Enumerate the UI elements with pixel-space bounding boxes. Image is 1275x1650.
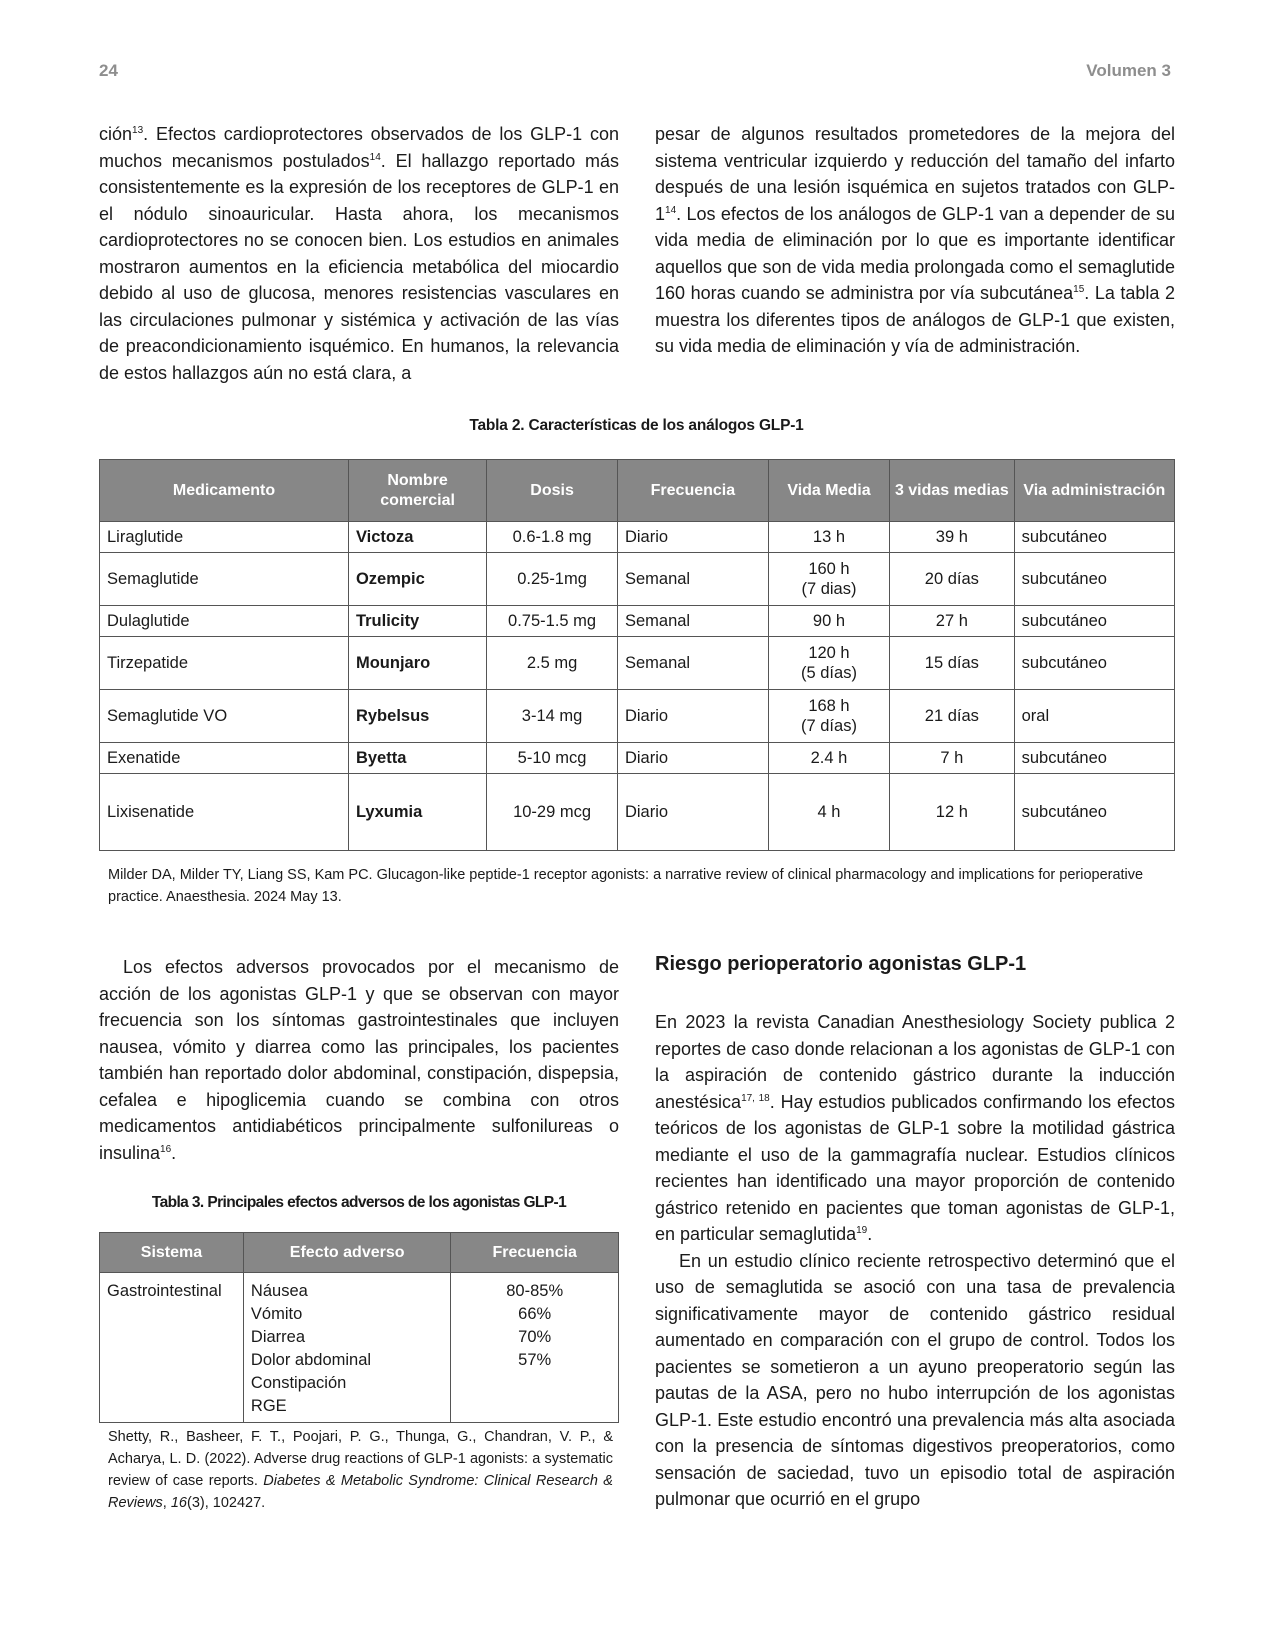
cell-vida-media: 168 h (7 días) (768, 690, 889, 743)
list-item: Dolor abdominal (250, 1351, 372, 1369)
cell-dosis: 3-14 mg (487, 690, 618, 743)
table-3-caption: Tabla 3. Principales efectos adversos de los agonistas GLP-1 (151, 1194, 567, 1211)
cell-vida-media: 4 h (768, 774, 889, 851)
cell-vida-media: 120 h (5 días) (768, 637, 889, 690)
table-row (100, 743, 1175, 774)
cell-via: subcutáneo (1014, 522, 1174, 553)
cell-medicamento: Semaglutide (100, 553, 349, 606)
header-dosis: Dosis (487, 460, 618, 522)
table-2-source: Milder DA, Milder TY, Liang SS, Kam PC. Glucagon-like peptide-1 receptor agonists: a narrative review of clinical pharmacology and implications for perioperative practice. Anaesthesia. 2024 May 13. (108, 867, 1144, 905)
cell-dosis: 5-10 mcg (487, 743, 618, 774)
table-row (100, 637, 1175, 690)
list-item: RGE (250, 1397, 287, 1415)
cell-efectos (243, 1273, 450, 1423)
list-item: Diarrea (250, 1328, 306, 1346)
column-1-text: ción$^{13}$. Efectos cardioprotectores observados de los GLP-1 con muchos mecanismos postulados$^{14}$. El hallazgo reportado más consistentemente es la expresión de los receptores de GLP-1 en el nódulo sinoauricular. Hasta ahora, los mecanismos cardioprotectores no se conocen bien. Los estudios en animales mostraron aumentos en la eficiencia metabólica del miocardio debido al uso de glucosa, menores resistencias vasculares en las circulaciones pulmonar y sistémica y activación de las vías de preacondicionamiento isquémico. En humanos, la relevancia de estos hallazgos aún no está clara, a (99, 124, 620, 383)
cell-frecuencia: Semanal (617, 637, 768, 690)
header-3-vidas-medias: 3 vidas medias (890, 460, 1014, 522)
cell-3-vidas: 15 días (890, 637, 1014, 690)
list-item: 57% (518, 1351, 552, 1369)
cell-nombre-comercial: Byetta (348, 743, 486, 774)
table-row (100, 774, 1175, 851)
cell-vida-media: 160 h (7 dias) (768, 553, 889, 606)
cell-vida-media: 2.4 h (768, 743, 889, 774)
volume-label: Volumen 3 (1086, 61, 1171, 80)
cell-via: subcutáneo (1014, 774, 1174, 851)
header-frecuencia: Frecuencia (451, 1233, 619, 1273)
header-nombre-comercial: Nombre comercial (348, 460, 486, 522)
cell-sistema: Gastrointestinal (100, 1273, 244, 1423)
cell-3-vidas: 39 h (890, 522, 1014, 553)
list-item: Vómito (250, 1305, 303, 1323)
header-medicamento: Medicamento (100, 460, 349, 522)
cell-dosis: 2.5 mg (487, 637, 618, 690)
cell-3-vidas: 21 días (890, 690, 1014, 743)
header-sistema: Sistema (100, 1233, 244, 1273)
cell-medicamento: Liraglutide (100, 522, 349, 553)
cell-frecuencia: Diario (617, 690, 768, 743)
cell-frecuencia: Diario (617, 774, 768, 851)
header-via-administracion: Via administración (1014, 460, 1174, 522)
cell-via: oral (1014, 690, 1174, 743)
cell-nombre-comercial: Mounjaro (348, 637, 486, 690)
cell-3-vidas: 12 h (890, 774, 1014, 851)
cell-nombre-comercial: Trulicity (348, 606, 486, 637)
cell-3-vidas: 20 días (890, 553, 1014, 606)
header-efecto-adverso: Efecto adverso (243, 1233, 450, 1273)
cell-via: subcutáneo (1014, 606, 1174, 637)
table-row (100, 553, 1175, 606)
table-row (100, 690, 1175, 743)
cell-frecuencia: Diario (617, 743, 768, 774)
cell-3-vidas: 27 h (890, 606, 1014, 637)
list-item: Náusea (250, 1282, 308, 1300)
page-number: 24 (99, 61, 118, 80)
cell-frecuencia: Diario (617, 522, 768, 553)
cell-3-vidas: 7 h (890, 743, 1014, 774)
cell-medicamento: Lixisenatide (100, 774, 349, 851)
header-frecuencia: Frecuencia (617, 460, 768, 522)
cell-nombre-comercial: Victoza (348, 522, 486, 553)
column-4-text: En 2023 la revista Canadian Anesthesiology Society publica 2 reportes de caso donde relacionan a los agonistas de GLP-1 con la aspiración de contenido gástrico durante la inducción anestésica$^{17, 18}$. Hay estudios publicados confirmando los efectos teóricos de los agonistas de GLP-1 sobre la motilidad gástrica mediante el uso de la gammagrafía nuclear. Estudios clínicos recientes han identificado una mayor proporción de contenido gástrico retenido en pacientes que toman agonistas de GLP-1, en particular semaglutida$^{19}$. En un estudio clínico reciente retrospectivo determinó que el uso de semaglutida se asoció con una tasa de prevalencia significativamente mayor de contenido gástrico residual aumentado en comparación con el grupo de control. Todos los pacientes se sometieron a un ayuno preoperatorio según las pautas de la ASA, pero no hubo interrupción de los agonistas GLP-1. Este estudio encontró una prevalencia más alta asociada con la presencia de síntomas digestivos preoperatorios, como sensación de saciedad, tuvo un episodio total de aspiración pulmonar que ocurrió en el grupo (655, 1012, 1175, 1509)
table-row (100, 522, 1175, 553)
cell-frecuencia: Semanal (617, 553, 768, 606)
table-3-header-row (100, 1233, 619, 1273)
table-3 (99, 1232, 619, 1423)
cell-medicamento: Exenatide (100, 743, 349, 774)
list-item: 80-85% (506, 1282, 564, 1300)
cell-dosis: 0.6-1.8 mg (487, 522, 618, 553)
table-3-source: Shetty, R., Basheer, F. T., Poojari, P. G., Thunga, G., Chandran, V. P., & Acharya, L. D. (2022). Adverse drug reactions of GLP-1 agonists: a systematic review of case reports. Diabetes & Metabolic Syndrome: Clinical Research & Reviews, 16(3), 102427. (108, 1429, 613, 1511)
cell-medicamento: Tirzepatide (100, 637, 349, 690)
section-heading: Riesgo perioperatorio agonistas GLP-1 (655, 953, 1027, 975)
cell-dosis: 0.25-1mg (487, 553, 618, 606)
list-item: Constipación (250, 1374, 347, 1392)
cell-nombre-comercial: Rybelsus (348, 690, 486, 743)
cell-dosis: 10-29 mcg (487, 774, 618, 851)
cell-via: subcutáneo (1014, 637, 1174, 690)
cell-dosis: 0.75-1.5 mg (487, 606, 618, 637)
cell-medicamento: Semaglutide VO (100, 690, 349, 743)
header-vida-media: Vida Media (768, 460, 889, 522)
cell-nombre-comercial: Ozempic (348, 553, 486, 606)
table-2-header-row (100, 460, 1175, 522)
column-3-text: Los efectos adversos provocados por el mecanismo de acción de los agonistas GLP-1 y que se observan con mayor frecuencia son los síntomas gastrointestinales que incluyen nausea, vómito y diarrea como las principales, los pacientes también han reportado dolor abdominal, constipación, dispepsia, cefalea e hipoglicemia cuando se combina con otros medicamentos antidiabéticos principalmente sulfonilureas o insulina$^{16}$. (99, 957, 619, 1163)
cell-frecuencia: Semanal (617, 606, 768, 637)
table-2-caption: Tabla 2. Características de los análogos GLP-1 (469, 417, 804, 434)
cell-vida-media: 13 h (768, 522, 889, 553)
list-item: 70% (518, 1328, 552, 1346)
cell-frecuencias (451, 1273, 619, 1423)
cell-via: subcutáneo (1014, 553, 1174, 606)
cell-nombre-comercial: Lyxumia (348, 774, 486, 851)
cell-medicamento: Dulaglutide (100, 606, 349, 637)
table-row (100, 1273, 619, 1423)
list-item: 66% (518, 1305, 552, 1323)
column-2-text: pesar de algunos resultados prometedores de la mejora del sistema ventricular izquierdo y reducción del tamaño del infarto después de una lesión isquémica en sujetos tratados con GLP-$1^{14}$. Los efectos de los análogos de GLP-1 van a depender de su vida media de eliminación por lo que es importante identificar aquellos que son de vida media prolongada como el semaglutide 160 horas cuando se administra por vía subcutánea$^{15}$. La tabla 2 muestra los diferentes tipos de análogos de GLP-1 que existen, su vida media de eliminación y vía de administración. (655, 124, 1175, 356)
table-row (100, 606, 1175, 637)
cell-via: subcutáneo (1014, 743, 1174, 774)
cell-vida-media: 90 h (768, 606, 889, 637)
table-2 (99, 459, 1175, 851)
